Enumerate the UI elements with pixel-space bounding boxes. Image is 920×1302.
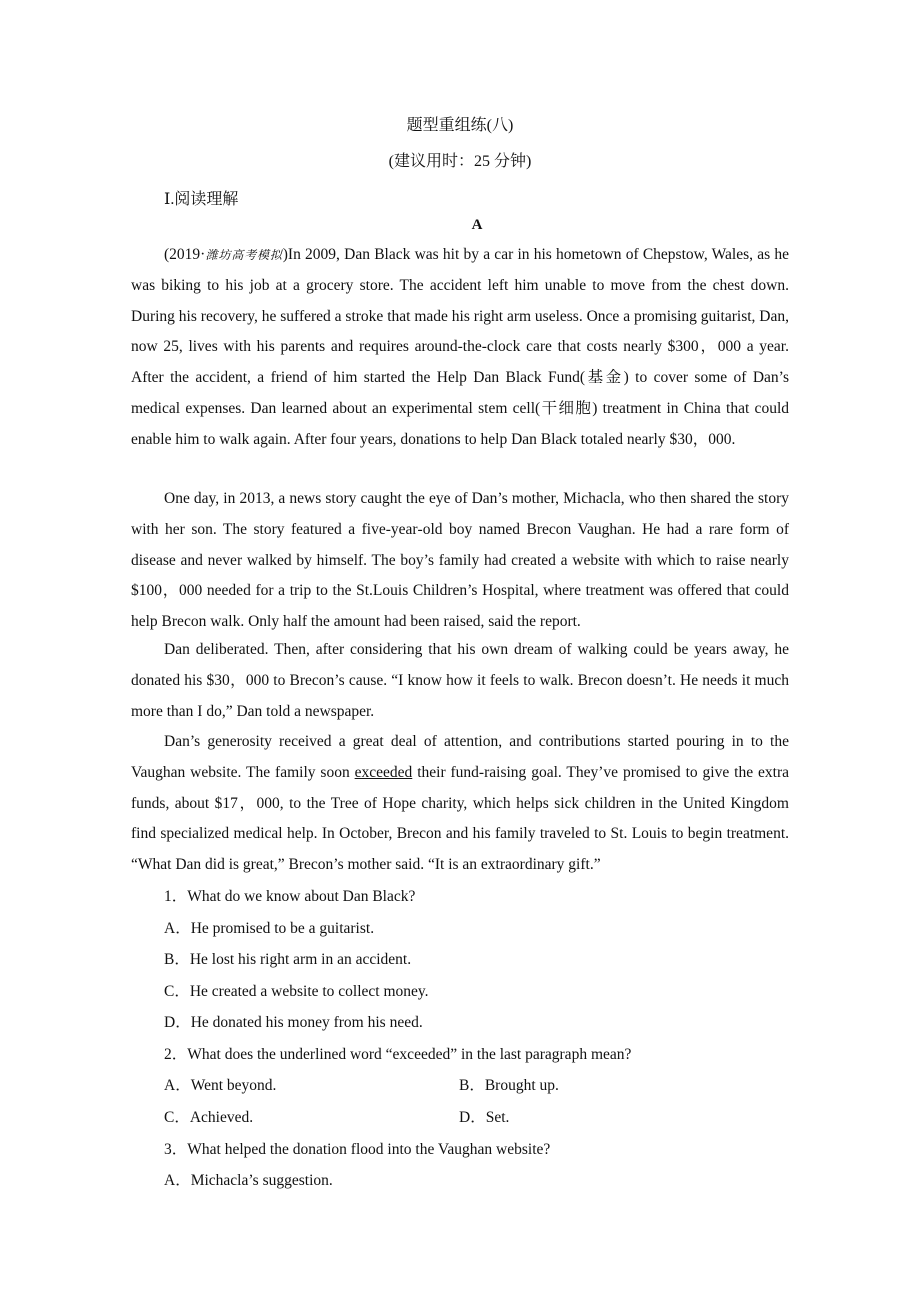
question-2-option-c: C．Achieved. (164, 1109, 254, 1126)
question-1-option-d: D．He donated his money from his need. (164, 1014, 423, 1031)
paragraph-1-text: )In 2009, Dan Black was hit by a car in his hometown of Chepstow, Wales, as he was biking to his job at a grocery store. The accident left him unable to move from the chest down. During his recovery, he suffered a stroke that made his right arm useless. Once a promising guitarist, Dan, now 25, lives with his parents and requires around‑the‑clock care that costs nearly $300，000 a year. After the accident, a friend of him started the Help Dan Black Fund(基金) to cover some of Dan’s medical expenses. Dan learned about an experimental stem cell(干细胞) treatment in China that could enable him to walk again. After four years, donations to help Dan Black totaled nearly $30，000. (131, 246, 789, 448)
question-1-option-b: B．He lost his right arm in an accident. (164, 951, 412, 968)
question-3-option-a: A．Michacla’s suggestion. (164, 1172, 333, 1189)
paragraph-4-text-after: their fund-raising goal. They’ve promised to give the extra funds, about $17，000, to the Tree of Hope charity, which helps sick children in the United Kingdom find specialized medical help. In October, Brecon and his family traveled to St. Louis to begin treatment. “What Dan did is great,” Brecon’s mother said. “It is an extraordinary gift.” (131, 763, 789, 874)
passage-paragraph-1 (131, 240, 789, 456)
question-2-option-a: A．Went beyond. (164, 1077, 277, 1094)
question-2-option-b: B．Brought up. (459, 1077, 559, 1094)
question-1-option-a: A．He promised to be a guitarist. (164, 920, 375, 937)
paragraph-4-text-before: Dan’s generosity received a great deal of attention, and contributions started pouring in to the Vaughan website. The family soon (131, 733, 789, 781)
passage-paragraph-3: Dan deliberated. Then, after considering that his own dream of walking could be years away, he donated his $30，000 to Brecon’s cause. “I know how it feels to walk. Brecon doesn’t. He needs it much more than I do,” Dan told a newspaper. (131, 641, 789, 720)
source-tag: 潍坊高考模拟 (205, 248, 283, 262)
section-label: Ⅰ.阅读理解 (164, 191, 239, 208)
question-1-stem: 1．What do we know about Dan Black? (164, 888, 416, 905)
passage-paragraph-4 (131, 727, 789, 881)
page-title: 题型重组练(八) (406, 117, 514, 134)
page-subtitle: (建议用时：25 分钟) (388, 153, 532, 170)
question-1-option-c: C．He created a website to collect money. (164, 983, 429, 1000)
underlined-word: exceeded (354, 763, 413, 781)
question-3-stem: 3．What helped the donation flood into the Vaughan website? (164, 1141, 551, 1158)
question-2-option-d: D．Set. (459, 1109, 510, 1126)
source-prefix: (2019· (164, 246, 206, 263)
passage-paragraph-2: One day, in 2013, a news story caught the eye of Dan’s mother, Michacla, who then shared the story with her son. The story featured a five‑year‑old boy named Brecon Vaughan. He had a rare form of disease and never walked by himself. The boy’s family had created a website with which to raise nearly $100，000 needed for a trip to the St.Louis Children’s Hospital, where treatment was offered that could help Brecon walk. Only half the amount had been raised, said the report. (131, 490, 789, 631)
question-2-stem: 2．What does the underlined word “exceeded” in the last paragraph mean? (164, 1046, 632, 1063)
passage-label: A (471, 217, 483, 233)
